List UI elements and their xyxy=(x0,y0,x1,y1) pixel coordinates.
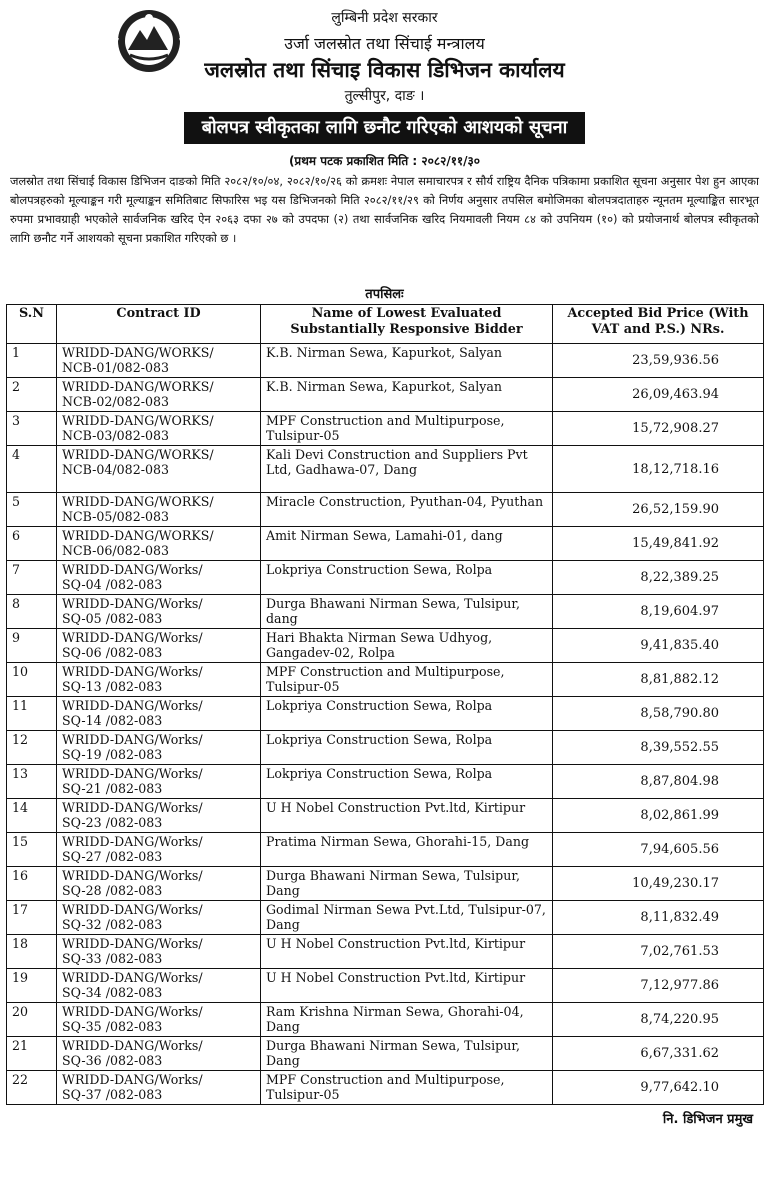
cell-bidder xyxy=(261,344,553,378)
cell-contract-id xyxy=(57,697,261,731)
sn-value: 5 xyxy=(12,494,21,509)
sn-value: 15 xyxy=(12,834,29,849)
cell-sn xyxy=(7,412,57,446)
cell-price xyxy=(553,901,764,935)
contract-id-line1: WRIDD-DANG/Works/ xyxy=(62,902,203,917)
cell-bidder xyxy=(261,935,553,969)
cell-sn xyxy=(7,765,57,799)
sn-value: 4 xyxy=(12,447,21,462)
contract-id-line2: SQ-37 /082-083 xyxy=(62,1087,163,1102)
cell-price xyxy=(553,1003,764,1037)
cell-contract-id xyxy=(57,935,261,969)
cell-bidder xyxy=(261,412,553,446)
contract-id-line1: WRIDD-DANG/Works/ xyxy=(62,698,203,713)
bidder-name: MPF Construction and Multipurpose, Tulsipur-05 xyxy=(266,1072,505,1102)
sn-value: 18 xyxy=(12,936,29,951)
cell-bidder xyxy=(261,378,553,412)
notice-body: जलस्रोत तथा सिंचाई विकास डिभिजन दाङको मिति २०८२/१०/०४, २०८२/१०/२६ को क्रमशः नेपाल समाचारपत्र र सौर्य राष्ट्रिय दैनिक पत्रिकामा प्रकाशित सूचना अनुसार पेश हुन आएका बोलपत्रहरुको मूल्याङ्कन गरी मूल्याङ्कन समितिबाट सिफारिस भइ यस डिभिजनको मिति २०८२/११/२९ को निर्णय अनुसार तपसिल बमोजिमका बोलपत्रदाताहरु न्यूनतम मूल्याङ्कित सारभूत रुपमा प्रभावग्राही भएकोले सार्वजनिक खरिद ऐन २०६३ दफा २७ को उपदफा (२) तथा सार्वजनिक खरिद नियमावली नियम ८४ को उपनियम (१०) को प्रयोजनार्थ बोलपत्र स्वीकृतको लागि छनौट गर्ने आशयको सूचना प्रकाशित गरिएको छ । xyxy=(10,174,759,245)
contract-id-line2: SQ-34 /082-083 xyxy=(62,985,163,1000)
notice-title: बोलपत्र स्वीकृतका लागि छनौट गरिएको आशयको सूचना xyxy=(184,112,586,144)
cell-price xyxy=(553,1037,764,1071)
cell-price xyxy=(553,969,764,1003)
contract-id-line1: WRIDD-DANG/WORKS/ xyxy=(62,494,214,509)
cell-sn xyxy=(7,1071,57,1105)
bid-price: 9,77,642.10 xyxy=(640,1080,719,1095)
cell-bidder xyxy=(261,527,553,561)
bid-price: 18,12,718.16 xyxy=(632,461,719,477)
cell-contract-id xyxy=(57,412,261,446)
table-row xyxy=(7,901,764,935)
bid-price: 8,87,804.98 xyxy=(640,774,719,789)
contract-id-line2: NCB-01/082-083 xyxy=(62,360,169,375)
contract-id-line1: WRIDD-DANG/Works/ xyxy=(62,868,203,883)
cell-bidder xyxy=(261,731,553,765)
bid-price: 10,49,230.17 xyxy=(632,876,719,891)
cell-contract-id xyxy=(57,901,261,935)
contract-id-line2: NCB-04/082-083 xyxy=(62,462,169,477)
contract-id-line2: SQ-14 /082-083 xyxy=(62,713,163,728)
cell-bidder xyxy=(261,1037,553,1071)
table-row xyxy=(7,595,764,629)
contract-id-line1: WRIDD-DANG/Works/ xyxy=(62,936,203,951)
cell-contract-id xyxy=(57,446,261,493)
table-row xyxy=(7,867,764,901)
table-row xyxy=(7,629,764,663)
bidder-name: Miracle Construction, Pyuthan-04, Pyuthan xyxy=(266,494,544,509)
bidder-name: Lokpriya Construction Sewa, Rolpa xyxy=(266,766,493,781)
cell-contract-id xyxy=(57,378,261,412)
bid-price: 26,52,159.90 xyxy=(632,502,719,517)
table-row xyxy=(7,731,764,765)
bidder-name: Pratima Nirman Sewa, Ghorahi-15, Dang xyxy=(266,834,530,849)
annex-label: तपसिलः xyxy=(365,287,404,302)
cell-price xyxy=(553,663,764,697)
bid-price: 7,94,605.56 xyxy=(640,842,719,857)
cell-price xyxy=(553,493,764,527)
cell-price xyxy=(553,765,764,799)
cell-price xyxy=(553,378,764,412)
cell-sn xyxy=(7,901,57,935)
bid-price: 8,22,389.25 xyxy=(640,570,719,585)
cell-bidder xyxy=(261,595,553,629)
cell-bidder xyxy=(261,799,553,833)
contract-id-line1: WRIDD-DANG/Works/ xyxy=(62,630,203,645)
table-row xyxy=(7,412,764,446)
contract-id-line2: SQ-06 /082-083 xyxy=(62,645,163,660)
bidder-name: U H Nobel Construction Pvt.ltd, Kirtipur xyxy=(266,800,526,815)
cell-contract-id xyxy=(57,1071,261,1105)
cell-contract-id xyxy=(57,561,261,595)
cell-contract-id xyxy=(57,1037,261,1071)
bidder-name: Ram Krishna Nirman Sewa, Ghorahi-04, Dang xyxy=(266,1004,524,1034)
cell-bidder xyxy=(261,1071,553,1105)
header-price: Accepted Bid Price (With VAT and P.S.) NRs. xyxy=(553,305,764,344)
cell-bidder xyxy=(261,663,553,697)
contract-id-line1: WRIDD-DANG/Works/ xyxy=(62,664,203,679)
table-row xyxy=(7,561,764,595)
contract-id-line2: SQ-28 /082-083 xyxy=(62,883,163,898)
contract-id-line2: NCB-02/082-083 xyxy=(62,394,169,409)
table-row xyxy=(7,935,764,969)
cell-bidder xyxy=(261,867,553,901)
bidder-name: Lokpriya Construction Sewa, Rolpa xyxy=(266,732,493,747)
bid-price: 8,58,790.80 xyxy=(640,706,719,721)
bidder-table xyxy=(6,304,764,1105)
cell-bidder xyxy=(261,446,553,493)
cell-bidder xyxy=(261,697,553,731)
sn-value: 13 xyxy=(12,766,29,781)
cell-sn xyxy=(7,378,57,412)
cell-bidder xyxy=(261,1003,553,1037)
cell-sn xyxy=(7,1003,57,1037)
notice-title-wrap xyxy=(6,112,763,144)
contract-id-line2: NCB-05/082-083 xyxy=(62,509,169,524)
cell-contract-id xyxy=(57,595,261,629)
cell-sn xyxy=(7,561,57,595)
table-row xyxy=(7,527,764,561)
bidder-name: Hari Bhakta Nirman Sewa Udhyog, Gangadev-02, Rolpa xyxy=(266,630,493,660)
table-row xyxy=(7,697,764,731)
contract-id-line2: SQ-21 /082-083 xyxy=(62,781,163,796)
sn-value: 3 xyxy=(12,413,21,428)
bid-price: 8,81,882.12 xyxy=(640,672,719,687)
bidder-name: Durga Bhawani Nirman Sewa, Tulsipur, dang xyxy=(266,596,520,626)
cell-bidder xyxy=(261,493,553,527)
bidder-name: Lokpriya Construction Sewa, Rolpa xyxy=(266,698,493,713)
cell-contract-id xyxy=(57,629,261,663)
cell-sn xyxy=(7,446,57,493)
sn-value: 11 xyxy=(12,698,29,713)
sn-value: 22 xyxy=(12,1072,29,1087)
cell-sn xyxy=(7,935,57,969)
contract-id-line1: WRIDD-DANG/Works/ xyxy=(62,970,203,985)
cell-price xyxy=(553,412,764,446)
cell-contract-id xyxy=(57,765,261,799)
contract-id-line1: WRIDD-DANG/WORKS/ xyxy=(62,345,214,360)
cell-sn xyxy=(7,493,57,527)
contract-id-line1: WRIDD-DANG/Works/ xyxy=(62,562,203,577)
contract-id-line2: SQ-05 /082-083 xyxy=(62,611,163,626)
cell-price xyxy=(553,629,764,663)
contract-id-line1: WRIDD-DANG/Works/ xyxy=(62,800,203,815)
bidder-name: Amit Nirman Sewa, Lamahi-01, dang xyxy=(266,528,503,543)
bid-price: 26,09,463.94 xyxy=(632,387,719,402)
cell-sn xyxy=(7,344,57,378)
bid-price: 15,72,908.27 xyxy=(632,421,719,436)
office-name: जलस्रोत तथा सिंचाइ विकास डिभिजन कार्यालय xyxy=(204,58,565,82)
cell-price xyxy=(553,833,764,867)
bid-price: 6,67,331.62 xyxy=(640,1046,719,1061)
table-row xyxy=(7,493,764,527)
contract-id-line2: SQ-13 /082-083 xyxy=(62,679,163,694)
bidder-name: K.B. Nirman Sewa, Kapurkot, Salyan xyxy=(266,379,502,394)
contract-id-line1: WRIDD-DANG/Works/ xyxy=(62,732,203,747)
bidder-name: Kali Devi Construction and Suppliers Pvt Ltd, Gadhawa-07, Dang xyxy=(266,447,528,477)
cell-price xyxy=(553,799,764,833)
cell-contract-id xyxy=(57,799,261,833)
contract-id-line1: WRIDD-DANG/Works/ xyxy=(62,1072,203,1087)
sn-value: 14 xyxy=(12,800,29,815)
bid-price: 9,41,835.40 xyxy=(640,638,719,653)
sn-value: 2 xyxy=(12,379,21,394)
sn-value: 7 xyxy=(12,562,21,577)
contract-id-line2: NCB-06/082-083 xyxy=(62,543,169,558)
cell-price xyxy=(553,561,764,595)
contract-id-line1: WRIDD-DANG/Works/ xyxy=(62,1038,203,1053)
bidder-name: U H Nobel Construction Pvt.ltd, Kirtipur xyxy=(266,970,526,985)
contract-id-line2: SQ-04 /082-083 xyxy=(62,577,163,592)
cell-price xyxy=(553,527,764,561)
table-row xyxy=(7,799,764,833)
cell-bidder xyxy=(261,765,553,799)
header-bidder: Name of Lowest Evaluated Substantially Responsive Bidder xyxy=(261,305,553,344)
cell-price xyxy=(553,1071,764,1105)
cell-sn xyxy=(7,833,57,867)
contract-id-line1: WRIDD-DANG/Works/ xyxy=(62,596,203,611)
cell-contract-id xyxy=(57,527,261,561)
contract-id-line2: NCB-03/082-083 xyxy=(62,428,169,443)
cell-bidder xyxy=(261,969,553,1003)
cell-sn xyxy=(7,697,57,731)
contract-id-line2: SQ-36 /082-083 xyxy=(62,1053,163,1068)
bid-price: 8,19,604.97 xyxy=(640,604,719,619)
sn-value: 20 xyxy=(12,1004,29,1019)
cell-bidder xyxy=(261,629,553,663)
sn-value: 17 xyxy=(12,902,29,917)
table-row xyxy=(7,1037,764,1071)
cell-bidder xyxy=(261,901,553,935)
bid-price: 7,02,761.53 xyxy=(640,944,719,959)
sn-value: 12 xyxy=(12,732,29,747)
cell-contract-id xyxy=(57,663,261,697)
bid-price: 7,12,977.86 xyxy=(640,978,719,993)
cell-price xyxy=(553,731,764,765)
table-row xyxy=(7,378,764,412)
cell-sn xyxy=(7,595,57,629)
contract-id-line2: SQ-27 /082-083 xyxy=(62,849,163,864)
contract-id-line1: WRIDD-DANG/Works/ xyxy=(62,766,203,781)
ministry-name: उर्जा जलस्रोत तथा सिंचाई मन्त्रालय xyxy=(284,34,485,53)
cell-sn xyxy=(7,799,57,833)
bidder-name: Godimal Nirman Sewa Pvt.Ltd, Tulsipur-07, Dang xyxy=(266,902,546,932)
contract-id-line2: SQ-33 /082-083 xyxy=(62,951,163,966)
cell-contract-id xyxy=(57,1003,261,1037)
cell-contract-id xyxy=(57,867,261,901)
cell-price xyxy=(553,595,764,629)
contract-id-line1: WRIDD-DANG/WORKS/ xyxy=(62,413,214,428)
table-row xyxy=(7,765,764,799)
cell-contract-id xyxy=(57,833,261,867)
sn-value: 8 xyxy=(12,596,21,611)
table-row xyxy=(7,1003,764,1037)
sn-value: 6 xyxy=(12,528,21,543)
bidder-name: MPF Construction and Multipurpose, Tulsipur-05 xyxy=(266,413,505,443)
table-row xyxy=(7,446,764,493)
cell-price xyxy=(553,867,764,901)
bid-price: 15,49,841.92 xyxy=(632,536,719,551)
bidder-name: U H Nobel Construction Pvt.ltd, Kirtipur xyxy=(266,936,526,951)
contract-id-line2: SQ-32 /082-083 xyxy=(62,917,163,932)
cell-sn xyxy=(7,731,57,765)
cell-contract-id xyxy=(57,344,261,378)
cell-price xyxy=(553,935,764,969)
contract-id-line1: WRIDD-DANG/Works/ xyxy=(62,1004,203,1019)
contract-id-line1: WRIDD-DANG/WORKS/ xyxy=(62,447,214,462)
table-row xyxy=(7,663,764,697)
cell-sn xyxy=(7,663,57,697)
cell-bidder xyxy=(261,561,553,595)
bid-price: 8,02,861.99 xyxy=(640,808,719,823)
cell-price xyxy=(553,344,764,378)
province-government: लुम्बिनी प्रदेश सरकार xyxy=(331,10,438,26)
table-row xyxy=(7,344,764,378)
contract-id-line1: WRIDD-DANG/WORKS/ xyxy=(62,528,214,543)
contract-id-line2: SQ-23 /082-083 xyxy=(62,815,163,830)
header-sn: S.N xyxy=(7,305,57,344)
sn-value: 16 xyxy=(12,868,29,883)
sn-value: 10 xyxy=(12,664,29,679)
cell-sn xyxy=(7,527,57,561)
bidder-name: Durga Bhawani Nirman Sewa, Tulsipur, Dang xyxy=(266,1038,520,1068)
contract-id-line1: WRIDD-DANG/WORKS/ xyxy=(62,379,214,394)
cell-sn xyxy=(7,867,57,901)
bidder-name: Durga Bhawani Nirman Sewa, Tulsipur, Dang xyxy=(266,868,520,898)
table-row xyxy=(7,969,764,1003)
cell-contract-id xyxy=(57,969,261,1003)
bid-price: 8,74,220.95 xyxy=(640,1012,719,1027)
cell-sn xyxy=(7,629,57,663)
cell-contract-id xyxy=(57,493,261,527)
office-header xyxy=(6,0,763,108)
bid-price: 23,59,936.56 xyxy=(632,353,719,368)
contract-id-line2: SQ-35 /082-083 xyxy=(62,1019,163,1034)
publication-date: (प्रथम पटक प्रकाशित मिति : २०८२/११/३० xyxy=(288,154,481,168)
cell-bidder xyxy=(261,833,553,867)
bidder-name: Lokpriya Construction Sewa, Rolpa xyxy=(266,562,493,577)
table-row xyxy=(7,833,764,867)
sn-value: 9 xyxy=(12,630,21,645)
cell-contract-id xyxy=(57,731,261,765)
bid-price: 8,11,832.49 xyxy=(640,910,719,925)
contract-id-line2: SQ-19 /082-083 xyxy=(62,747,163,762)
bidder-name: K.B. Nirman Sewa, Kapurkot, Salyan xyxy=(266,345,502,360)
bid-price: 8,39,552.55 xyxy=(640,740,719,755)
cell-price xyxy=(553,446,764,493)
sn-value: 19 xyxy=(12,970,29,985)
sn-value: 1 xyxy=(12,345,21,360)
table-header-row xyxy=(7,305,764,344)
cell-sn xyxy=(7,969,57,1003)
cell-sn xyxy=(7,1037,57,1071)
signature-title: नि. डिभिजन प्रमुख xyxy=(662,1112,753,1127)
sn-value: 21 xyxy=(12,1038,29,1053)
office-location: तुल्सीपुर, दाङ । xyxy=(344,88,425,104)
header-contract-id: Contract ID xyxy=(57,305,261,344)
bidder-name: MPF Construction and Multipurpose, Tulsipur-05 xyxy=(266,664,505,694)
contract-id-line1: WRIDD-DANG/Works/ xyxy=(62,834,203,849)
table-row xyxy=(7,1071,764,1105)
cell-price xyxy=(553,697,764,731)
